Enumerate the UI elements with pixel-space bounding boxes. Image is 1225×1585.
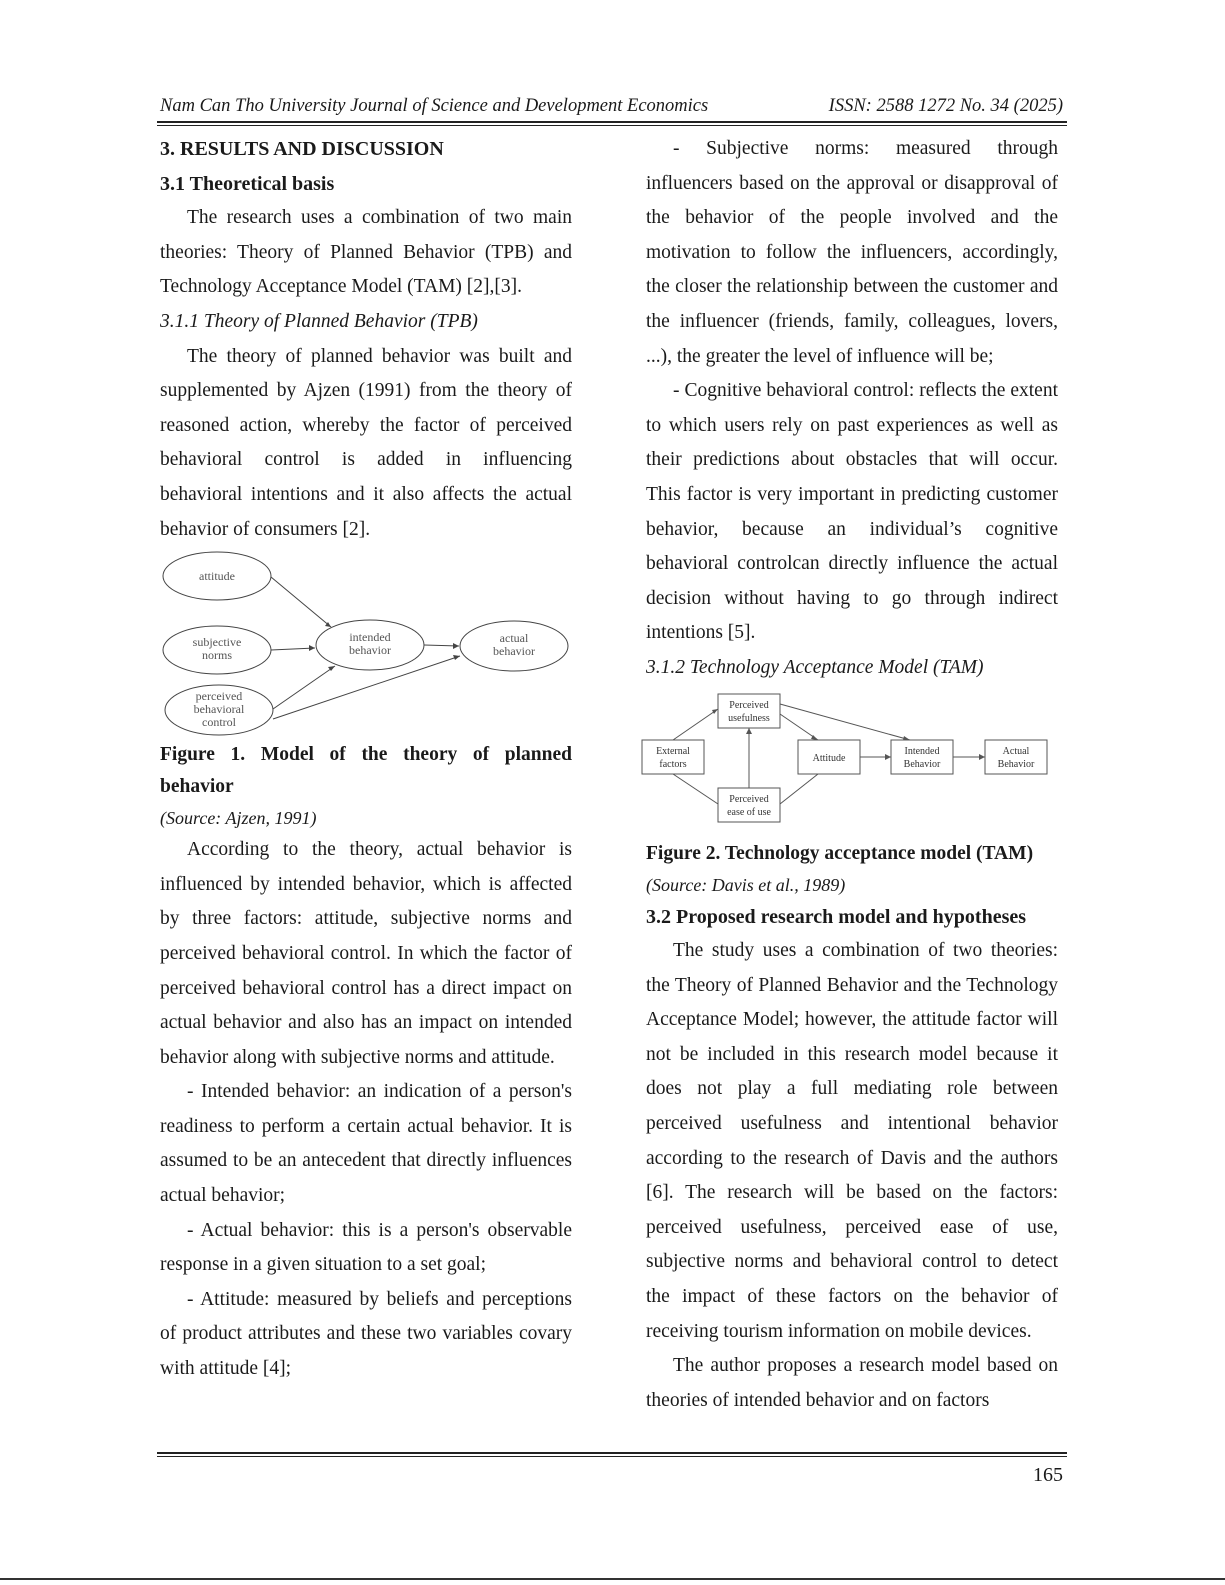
figure-1-tpb-diagram bbox=[160, 551, 572, 737]
ib-label-1: Intended bbox=[904, 745, 940, 757]
pu-label-1: Perceived bbox=[729, 699, 769, 711]
intended-behavior-label: behavior bbox=[349, 643, 391, 658]
issn-issue: ISSN: 2588 1272 No. 34 (2025) bbox=[828, 96, 1063, 116]
figure-2-tam-diagram bbox=[640, 690, 1052, 832]
paragraph: - Intended behavior: an indication of a person's readiness to perform a certain actual behavior. It is assumed to be an antecedent that directly influences actual behavior; bbox=[160, 1081, 572, 1207]
paragraph: - Cognitive behavioral control: reflects the extent to which users rely on past experiences as well as their predictions about obstacles that will occur. This factor is very important in predicting customer behavior, because an individual’s cognitive behavioral controlcan directly influence the actual decision without having to go through indirect intentions [5]. bbox=[646, 380, 1058, 644]
intended-label: intended bbox=[349, 630, 391, 645]
ib-label-2: Behavior bbox=[903, 758, 941, 770]
actual-label: actual bbox=[499, 631, 529, 646]
subsection-heading: 3.1 Theoretical basis bbox=[160, 172, 335, 195]
paragraph: - Actual behavior: this is a person's observable response in a given situation to a set goal; bbox=[160, 1219, 572, 1276]
peou-label-1: Perceived bbox=[729, 793, 769, 805]
footer-rule-thin bbox=[157, 1456, 1067, 1457]
paragraph: - Attitude: measured by beliefs and perceptions of product attributes and these two variables covary with attitude [4]; bbox=[160, 1288, 572, 1380]
section-heading: 3. RESULTS AND DISCUSSION bbox=[160, 138, 444, 160]
ext-label-2: factors bbox=[659, 758, 687, 770]
figure-1-caption: Figure 1. Model of the theory of planned behavior bbox=[160, 744, 572, 798]
page-number: 165 bbox=[1033, 1464, 1063, 1486]
subsection-heading: 3.2 Proposed research model and hypotheses bbox=[646, 905, 1027, 928]
perceived-label: perceived bbox=[195, 689, 243, 704]
peou-label-2: ease of use bbox=[727, 806, 771, 818]
subsubsection-heading: 3.1.1 Theory of Planned Behavior (TPB) bbox=[160, 310, 478, 332]
paragraph: According to the theory, actual behavior is influenced by intended behavior, which is affected by three factors: attitude, subjective norms and perceived behavioral control. In which the factor of perceived behavioral control has a direct impact on actual behavior and also has an impact on intended behavior along with subjective norms and attitude. bbox=[160, 839, 572, 1068]
paragraph: The research uses a combination of two main theories: Theory of Planned Behavior (TPB) and Technology Acceptance Model (TAM) [2],[3]. bbox=[160, 207, 572, 298]
ab-label-2: Behavior bbox=[997, 758, 1035, 770]
figure-1-source: (Source: Ajzen, 1991) bbox=[160, 808, 317, 829]
left-column bbox=[160, 132, 572, 1387]
header-rule-thin bbox=[157, 125, 1067, 126]
control-label: control bbox=[202, 715, 236, 730]
page-bottom-edge bbox=[0, 1578, 1225, 1580]
paragraph: The author proposes a research model based on theories of intended behavior and on factors bbox=[646, 1355, 1058, 1411]
attitude-box-label: Attitude bbox=[812, 752, 846, 764]
paragraph: The theory of planned behavior was built and supplemented by Ajzen (1991) from the theory of reasoned action, whereby the factor of perceived behavioral control is added in influencing behavioral intentions and it also affects the actual behavior of consumers [2]. bbox=[160, 345, 572, 540]
right-column bbox=[646, 132, 1058, 1418]
running-header bbox=[160, 96, 1065, 118]
attitude-label: attitude bbox=[199, 569, 235, 584]
ext-label-1: External bbox=[656, 745, 690, 757]
subsubsection-heading: 3.1.2 Technology Acceptance Model (TAM) bbox=[646, 656, 984, 678]
journal-title: Nam Can Tho University Journal of Science and Development Economics bbox=[160, 96, 709, 116]
header-rule bbox=[157, 121, 1067, 123]
paragraph: - Subjective norms: measured through influencers based on the approval or disapproval of the behavior of the people involved and the motivation to follow the influencers, accordingly, the closer the relationship between the customer and the influencer (friends, family, colleagues, lovers, ...), the greater the level of influence will be; bbox=[646, 138, 1058, 367]
figure-2-source: (Source: Davis et al., 1989) bbox=[646, 874, 846, 895]
paragraph: The study uses a combination of two theories: the Theory of Planned Behavior and the Technology Acceptance Model; however, the attitude factor will not be included in this research model because it does not play a full mediating role between perceived usefulness and intentional behavior according to the research of Davis and the authors [6]. The research will be based on the factors: perceived usefulness, perceived ease of use, subjective norms and behavioral control to detect the impact of these factors on the behavior of receiving tourism information on mobile devices. bbox=[646, 940, 1058, 1342]
figure-2-caption: Figure 2. Technology acceptance model (TAM) bbox=[646, 842, 1034, 864]
actual-behavior-label: behavior bbox=[493, 644, 535, 659]
norms-label: norms bbox=[202, 648, 232, 663]
footer-rule bbox=[157, 1452, 1067, 1454]
subjective-label: subjective bbox=[192, 635, 242, 650]
pu-label-2: usefulness bbox=[728, 712, 770, 724]
ab-label-1: Actual bbox=[1002, 745, 1030, 757]
behavioral-label: behavioral bbox=[193, 702, 245, 717]
